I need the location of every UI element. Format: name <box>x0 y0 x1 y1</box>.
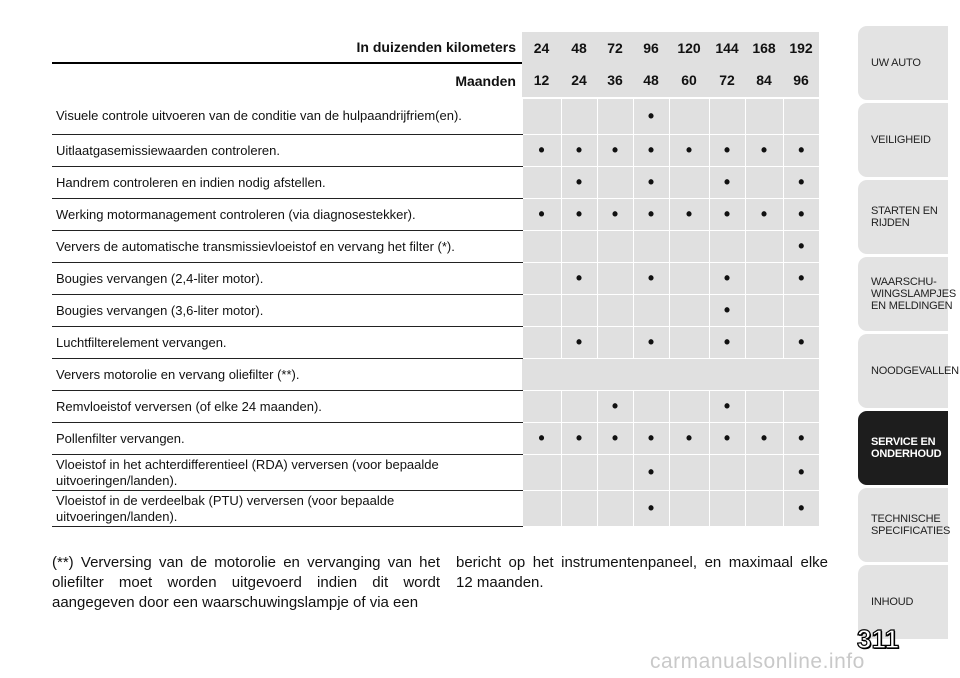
interval-cell-empty <box>669 263 709 295</box>
schedule-row <box>52 455 819 491</box>
interval-cell-empty <box>561 295 597 327</box>
interval-cell-empty <box>522 491 561 527</box>
schedule-row <box>52 391 819 423</box>
interval-bullet: • <box>709 391 745 423</box>
schedule-row <box>52 295 819 327</box>
interval-cell-empty <box>597 98 633 135</box>
km-interval-6: 144 <box>709 32 745 63</box>
interval-bullet: • <box>709 199 745 231</box>
schedule-row-label: Werking motormanagement controleren (via diagnosestekker). <box>52 199 522 231</box>
schedule-row <box>52 263 819 295</box>
nav-tab-waarschu-wingslampjes-en-meldingen[interactable] <box>858 257 957 331</box>
interval-cell-empty <box>633 391 669 423</box>
month-interval-4: 48 <box>633 63 669 98</box>
interval-cell-empty <box>633 231 669 263</box>
km-interval-2: 48 <box>561 32 597 63</box>
month-interval-3: 36 <box>597 63 633 98</box>
schedule-row <box>52 199 819 231</box>
interval-cell-empty <box>709 98 745 135</box>
interval-bullet: • <box>597 391 633 423</box>
month-interval-1: 12 <box>522 63 561 98</box>
interval-cell-empty <box>709 231 745 263</box>
nav-tab-label: UW AUTO <box>871 57 921 69</box>
nav-tab-technische-specificaties[interactable] <box>858 488 951 562</box>
interval-bullet: • <box>522 423 561 455</box>
schedule-row <box>52 423 819 455</box>
month-interval-5: 60 <box>669 63 709 98</box>
interval-cell-empty <box>783 391 819 423</box>
schedule-row-label: Ververs de automatische transmissievloeistof en vervang het filter (*). <box>52 231 522 263</box>
interval-cell-empty <box>597 167 633 199</box>
interval-cell-empty <box>561 98 597 135</box>
interval-bullet: • <box>745 423 783 455</box>
interval-bullet: • <box>783 263 819 295</box>
interval-bullet: • <box>709 167 745 199</box>
interval-cell-empty <box>633 295 669 327</box>
interval-cell-empty <box>669 167 709 199</box>
nav-tab-label: WAARSCHU- WINGSLAMPJES EN MELDINGEN <box>871 276 957 312</box>
interval-bullet: • <box>745 199 783 231</box>
interval-bullet: • <box>783 135 819 167</box>
header-row-months <box>52 63 819 98</box>
interval-bullet: • <box>561 263 597 295</box>
interval-bullet: • <box>783 423 819 455</box>
nav-tab-label: SERVICE EN ONDERHOUD <box>871 436 942 460</box>
schedule-row <box>52 327 819 359</box>
interval-cell-empty <box>669 391 709 423</box>
schedule-row <box>52 231 819 263</box>
interval-cell-empty <box>745 327 783 359</box>
schedule-row-label: Uitlaatgasemissiewaarden controleren. <box>52 135 522 167</box>
interval-cell-empty <box>522 98 561 135</box>
km-interval-1: 24 <box>522 32 561 63</box>
nav-tab-uw-auto[interactable] <box>858 26 948 100</box>
interval-cell-empty <box>745 263 783 295</box>
interval-cell-empty <box>669 295 709 327</box>
interval-cell-empty <box>597 491 633 527</box>
interval-cell-empty <box>745 295 783 327</box>
schedule-row-label: Vloeistof in de verdeelbak (PTU) verversen (voor bepaalde uitvoeringen/landen). <box>52 491 522 527</box>
interval-bullet: • <box>633 491 669 527</box>
interval-bullet: • <box>522 135 561 167</box>
interval-cell-empty <box>669 231 709 263</box>
interval-cell-empty <box>522 231 561 263</box>
footnote-right-column: bericht op het instrumentenpaneel, en maximaal elke 12 maanden. <box>456 554 828 591</box>
interval-bullet: • <box>633 167 669 199</box>
interval-bullet: • <box>669 135 709 167</box>
km-interval-3: 72 <box>597 32 633 63</box>
nav-tab-noodgevallen[interactable] <box>858 334 959 408</box>
interval-cell-empty <box>597 327 633 359</box>
interval-bullet: • <box>783 231 819 263</box>
interval-cell-empty <box>522 455 561 491</box>
interval-bullet: • <box>783 199 819 231</box>
interval-cell-empty <box>669 455 709 491</box>
km-interval-7: 168 <box>745 32 783 63</box>
interval-cell-empty <box>597 231 633 263</box>
month-interval-8: 96 <box>783 63 819 98</box>
interval-cell-empty <box>745 391 783 423</box>
interval-cell-empty <box>783 295 819 327</box>
interval-bullet: • <box>561 199 597 231</box>
interval-cell-empty <box>561 231 597 263</box>
interval-bullet: • <box>561 423 597 455</box>
interval-bullet: • <box>709 423 745 455</box>
interval-cell-empty <box>709 491 745 527</box>
interval-bullet: • <box>561 135 597 167</box>
interval-bullet: • <box>669 199 709 231</box>
interval-bullet: • <box>745 135 783 167</box>
km-header-label: In duizenden kilometers <box>52 32 522 63</box>
nav-tab-starten-en-rijden[interactable] <box>858 180 948 254</box>
schedule-row-label: Remvloeistof verversen (of elke 24 maanden). <box>52 391 522 423</box>
km-interval-4: 96 <box>633 32 669 63</box>
interval-cell-empty <box>522 327 561 359</box>
schedule-row <box>52 167 819 199</box>
interval-cell-empty <box>783 98 819 135</box>
interval-bullet: • <box>709 135 745 167</box>
schedule-row-label: Visuele controle uitvoeren van de conditie van de hulpaandrijfriem(en). <box>52 98 522 135</box>
interval-cell-empty <box>561 455 597 491</box>
schedule-row <box>52 98 819 135</box>
month-interval-2: 24 <box>561 63 597 98</box>
interval-bullet: • <box>561 327 597 359</box>
nav-tab-label: TECHNISCHE SPECIFICATIES <box>871 513 951 537</box>
schedule-row-label: Pollenfilter vervangen. <box>52 423 522 455</box>
interval-bullet: • <box>669 423 709 455</box>
month-interval-6: 72 <box>709 63 745 98</box>
maintenance-schedule-table <box>52 32 819 527</box>
schedule-row <box>52 359 819 391</box>
interval-bullet: • <box>783 167 819 199</box>
interval-bullet: • <box>597 199 633 231</box>
nav-tab-label: INHOUD <box>871 596 914 608</box>
interval-cell-empty <box>561 391 597 423</box>
schedule-row-label: Handrem controleren en indien nodig afstellen. <box>52 167 522 199</box>
schedule-row-label: Bougies vervangen (3,6-liter motor). <box>52 295 522 327</box>
interval-bullet: • <box>633 423 669 455</box>
interval-bullet: • <box>597 423 633 455</box>
interval-cell-empty <box>597 263 633 295</box>
interval-cell-empty <box>522 391 561 423</box>
interval-bullet: • <box>633 327 669 359</box>
interval-bullet: • <box>633 199 669 231</box>
schedule-row-label: Luchtfilterelement vervangen. <box>52 327 522 359</box>
km-interval-8: 192 <box>783 32 819 63</box>
interval-cell-merged <box>522 359 819 391</box>
page-number: 311 <box>857 624 899 654</box>
header-row-km <box>52 32 819 63</box>
interval-bullet: • <box>783 327 819 359</box>
schedule-row-label: Bougies vervangen (2,4-liter motor). <box>52 263 522 295</box>
interval-cell-empty <box>709 455 745 491</box>
interval-cell-empty <box>745 98 783 135</box>
interval-bullet: • <box>709 263 745 295</box>
schedule-row <box>52 135 819 167</box>
nav-tab-label: NOODGEVALLEN <box>871 365 959 377</box>
watermark: carmanualsonline.info <box>650 650 865 673</box>
month-interval-7: 84 <box>745 63 783 98</box>
interval-cell-empty <box>669 491 709 527</box>
km-interval-5: 120 <box>669 32 709 63</box>
interval-bullet: • <box>633 98 669 135</box>
interval-bullet: • <box>597 135 633 167</box>
nav-tab-label: STARTEN EN RIJDEN <box>871 205 938 229</box>
interval-bullet: • <box>783 491 819 527</box>
nav-tab-service-en-onderhoud[interactable] <box>858 411 948 485</box>
interval-cell-empty <box>597 295 633 327</box>
interval-bullet: • <box>709 327 745 359</box>
interval-bullet: • <box>783 455 819 491</box>
schedule-row <box>52 491 819 527</box>
interval-bullet: • <box>709 295 745 327</box>
interval-cell-empty <box>522 167 561 199</box>
interval-cell-empty <box>522 263 561 295</box>
interval-cell-empty <box>561 491 597 527</box>
interval-cell-empty <box>745 491 783 527</box>
interval-cell-empty <box>745 231 783 263</box>
schedule-row-label: Vloeistof in het achterdifferentieel (RDA) verversen (voor bepaalde uitvoeringen/landen). <box>52 455 522 491</box>
interval-bullet: • <box>633 455 669 491</box>
interval-cell-empty <box>669 327 709 359</box>
interval-cell-empty <box>745 167 783 199</box>
footnote-left-column: (**) Verversing van de motorolie en vervanging van het oliefilter moet worden uitgevoerd indien dit wordt aangegeven door een waarschuwingslampje of via een <box>52 554 440 611</box>
interval-cell-empty <box>669 98 709 135</box>
interval-bullet: • <box>561 167 597 199</box>
interval-bullet: • <box>633 135 669 167</box>
interval-bullet: • <box>633 263 669 295</box>
interval-cell-empty <box>522 295 561 327</box>
interval-cell-empty <box>597 455 633 491</box>
interval-cell-empty <box>745 455 783 491</box>
interval-bullet: • <box>522 199 561 231</box>
nav-tab-veiligheid[interactable] <box>858 103 948 177</box>
schedule-row-label: Ververs motorolie en vervang oliefilter (**). <box>52 359 522 391</box>
months-header-label: Maanden <box>455 73 516 89</box>
nav-tab-label: VEILIGHEID <box>871 134 931 146</box>
